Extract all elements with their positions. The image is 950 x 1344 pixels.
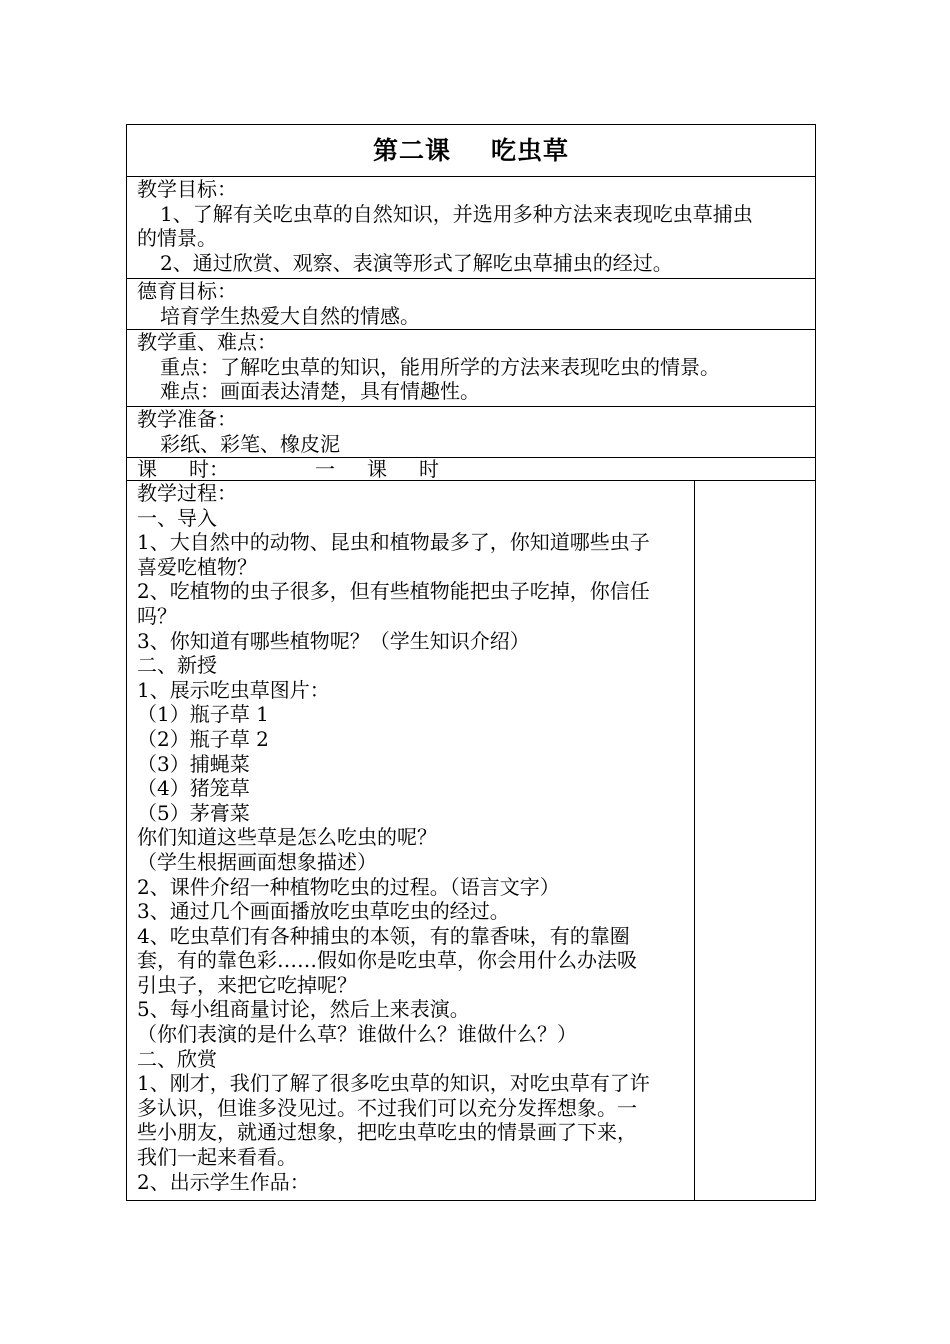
class-hours-value-b: 课 <box>367 457 387 481</box>
process-line: 些小朋友，就通过想象，把吃虫草吃虫的情景画了下来， <box>137 1120 637 1145</box>
preparation-section <box>127 407 815 458</box>
process-line: 喜爱吃植物？ <box>137 554 257 579</box>
moral-goals-heading: 德育目标： <box>137 279 237 303</box>
process-line: 1、展示吃虫草图片： <box>137 677 330 702</box>
process-line: 多认识，但谁多没见过。不过我们可以充分发挥想象。一 <box>137 1095 637 1120</box>
class-hours-label-a: 课 <box>137 457 157 481</box>
process-line: 你们知道这些草是怎么吃虫的呢？ <box>137 825 437 850</box>
process-line: （3）捕蝇菜 <box>137 751 250 776</box>
teaching-goal-1-line2: 的情景。 <box>137 226 217 251</box>
key-points-heading: 教学重、难点： <box>137 330 277 354</box>
process-line: 1、刚才，我们了解了很多吃虫草的知识，对吃虫草有了许 <box>137 1071 650 1096</box>
class-hours-value-a: 一 <box>315 457 335 481</box>
class-hours-section <box>127 458 815 481</box>
process-line: 套，有的靠色彩……假如你是吃虫草，你会用什么办法吸 <box>137 948 637 973</box>
process-line: 4、吃虫草们有各种捕虫的本领，有的靠香味，有的靠圈 <box>137 923 630 948</box>
key-points-section <box>127 330 815 407</box>
process-line: 引虫子，来把它吃掉呢？ <box>137 972 357 997</box>
process-line: 二、新授 <box>137 653 217 678</box>
key-point-text: 重点：了解吃虫草的知识，能用所学的方法来表现吃虫的情景。 <box>160 354 720 379</box>
class-hours-label-b: 时： <box>189 457 229 481</box>
teaching-goal-2: 2、通过欣赏、观察、表演等形式了解吃虫草捕虫的经过。 <box>160 250 673 275</box>
process-line: 一、导入 <box>137 505 217 530</box>
process-line: （1）瓶子草 1 <box>137 702 269 727</box>
process-line: （2）瓶子草 2 <box>137 726 269 751</box>
process-line: 5、每小组商量讨论，然后上来表演。 <box>137 997 470 1022</box>
teaching-goals-section <box>127 177 815 279</box>
moral-goals-section <box>127 279 815 330</box>
class-hours-value-c: 时 <box>419 457 439 481</box>
notes-column <box>695 481 815 1200</box>
process-line: （4）猪笼草 <box>137 776 250 801</box>
teaching-goals-heading: 教学目标： <box>137 177 237 201</box>
process-line: （5）茅膏菜 <box>137 800 250 825</box>
process-line: 我们一起来看看。 <box>137 1145 297 1170</box>
process-line: 2、出示学生作品： <box>137 1169 310 1194</box>
process-line: 教学过程： <box>137 481 237 505</box>
teaching-goal-1-line1: 1、了解有关吃虫草的自然知识，并选用多种方法来表现吃虫草捕虫 <box>160 201 753 226</box>
process-line: 3、你知道有哪些植物呢？（学生知识介绍） <box>137 628 530 653</box>
process-line: 二、欣赏 <box>137 1046 217 1071</box>
moral-goals-text: 培育学生热爱大自然的情感。 <box>160 303 420 328</box>
process-line: （学生根据画面想象描述） <box>137 849 377 874</box>
preparation-heading: 教学准备： <box>137 407 237 431</box>
process-line: 吗？ <box>137 603 177 628</box>
process-line: 1、大自然中的动物、昆虫和植物最多了，你知道哪些虫子 <box>137 530 650 555</box>
lesson-name: 吃虫草 <box>491 136 570 165</box>
lesson-number: 第二课 <box>372 136 451 165</box>
process-line: 3、通过几个画面播放吃虫草吃虫的经过。 <box>137 899 510 924</box>
process-line: （你们表演的是什么草？谁做什么？谁做什么？） <box>137 1022 577 1047</box>
process-line: 2、课件介绍一种植物吃虫的过程。（语言文字） <box>137 874 560 899</box>
lesson-title <box>127 125 815 177</box>
lesson-plan-table <box>126 124 816 1201</box>
process-line: 2、吃植物的虫子很多，但有些植物能把虫子吃掉，你信任 <box>137 579 650 604</box>
teaching-process-cell <box>127 481 695 1200</box>
preparation-text: 彩纸、彩笔、橡皮泥 <box>160 431 340 456</box>
difficult-point-text: 难点：画面表达清楚，具有情趣性。 <box>160 379 480 404</box>
